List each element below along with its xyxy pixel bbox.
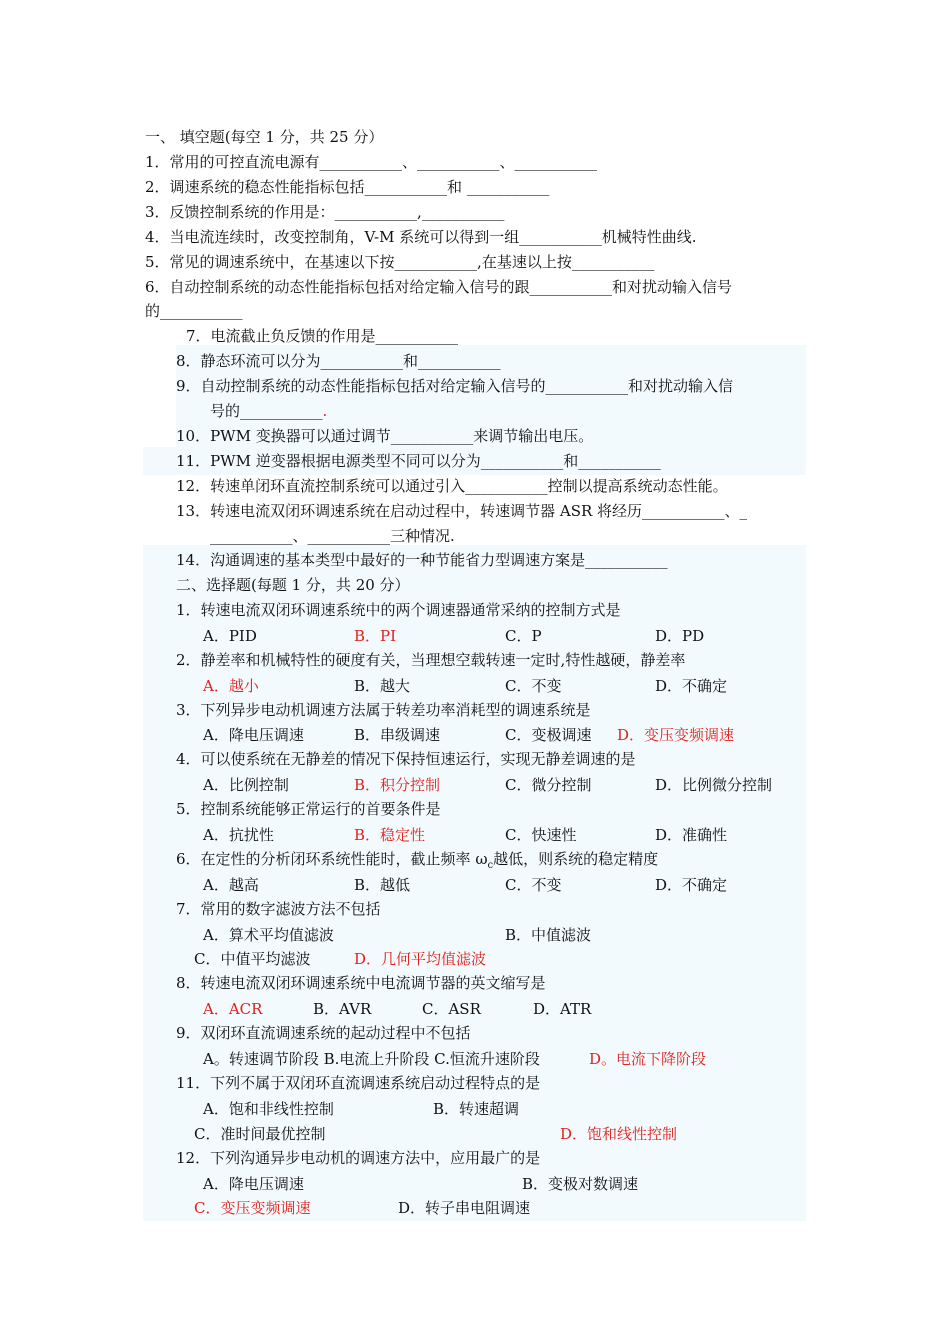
option-d: D．ATR [533,1000,592,1018]
option-a: A．降电压调速 [203,1175,304,1193]
choice-question-5: 5．控制系统能够正常运行的首要条件是 [176,800,441,818]
section2-heading: 二、选择题(每题 1 分，共 20 分） [176,576,410,594]
option-b-answer: B．PI [354,627,397,645]
choice-options-9 [0,1048,950,1068]
choice-question-2: 2．静差率和机械特性的硬度有关，当理想空载转速一定时,特性越硬，静差率 [176,651,686,669]
fill-question-8: 8．静态环流可以分为___________和___________ [176,352,501,370]
choice-options-5 [0,824,950,844]
choice-question-4: 4．可以使系统在无静差的情况下保持恒速运行，实现无静差调速的是 [176,750,636,768]
choice-question-8: 8．转速电流双闭环调速系统中电流调节器的英文缩写是 [176,974,546,992]
option-b: B．变极对数调速 [522,1175,639,1193]
option-d-answer: D。电流下降阶段 [589,1050,707,1068]
option-b-answer: B．积分控制 [354,776,441,794]
option-d: D．准确性 [655,826,728,844]
option-b: B．越大 [354,677,411,695]
choice-options-11b [0,1123,950,1143]
choice-question-7: 7．常用的数字滤波方法不包括 [176,900,381,918]
choice-options-7b [0,948,950,968]
fill-question-4: 4．当电流连续时，改变控制角，V-M 系统可以得到一组___________机械特性曲线. [145,228,697,246]
choice-options-12a [0,1173,950,1193]
option-d: D．转子串电阻调速 [398,1199,531,1217]
option-a: A．降电压调速 [203,726,304,744]
option-c: C．不变 [505,677,562,695]
q6-stem-sub: c [487,860,494,871]
option-b: B．越低 [354,876,411,894]
option-c: C．中值平均滤波 [194,950,311,968]
choice-question-1: 1．转速电流双闭环调速系统中的两个调速器通常采纳的控制方式是 [176,601,621,619]
option-d-answer: D．饱和线性控制 [560,1125,678,1143]
fill-question-10: 10．PWM 变换器可以通过调节___________来调节输出电压。 [176,427,594,445]
fill-question-13: 13．转速电流双闭环调速系统在启动过程中，转速调节器 ASR 将经历___________、_ [176,502,748,520]
fill-question-13-cont: ___________、___________三种情况. [210,527,455,545]
option-a-answer: A．越小 [203,677,259,695]
fill-question-6: 6．自动控制系统的动态性能指标包括对给定输入信号的跟___________和对扰动输入信号 [145,278,733,296]
choice-options-3 [0,724,950,744]
option-c: C．不变 [505,876,562,894]
choice-options-8 [0,998,950,1018]
option-c-answer: C．变压变频调速 [194,1199,311,1217]
option-c: C．变极调速 [505,726,592,744]
option-a: A．饱和非线性控制 [203,1100,334,1118]
choice-options-2 [0,675,950,695]
option-c: C．微分控制 [505,776,592,794]
option-a: A．算术平均值滤波 [203,926,334,944]
fill-question-5: 5．常见的调速系统中，在基速以下按___________,在基速以上按___________ [145,253,655,271]
option-d-answer: D．变压变频调速 [617,726,735,744]
fill-question-7: 7．电流截止负反馈的作用是___________ [186,327,459,345]
choice-options-7a [0,924,950,944]
fill-question-11: 11．PWM 逆变器根据电源类型不同可以分为___________和___________ [176,452,661,470]
choice-question-9: 9．双闭环直流调速系统的起动过程中不包括 [176,1024,471,1042]
choice-question-6 [176,849,658,876]
option-b-answer: B．稳定性 [354,826,426,844]
fill-question-6-cont: 的___________ [145,302,243,320]
option-a: A．越高 [203,876,259,894]
option-d: D．不确定 [655,876,728,894]
option-b: B．AVR [313,1000,372,1018]
fill-question-3: 3．反馈控制系统的作用是：___________,___________ [145,203,505,221]
q6-stem-post: 越低，则系统的稳定精度 [493,850,659,868]
option-b: B．转速超调 [433,1100,520,1118]
choice-question-11: 11．下列不属于双闭环直流调速系统启动过程特点的是 [176,1074,541,1092]
option-b: B．中值滤波 [505,926,592,944]
option-c: C．ASR [422,1000,481,1018]
choice-options-11a [0,1098,950,1118]
fill-question-9: 9．自动控制系统的动态性能指标包括对给定输入信号的___________和对扰动输入信 [176,377,734,395]
option-d: D．PD [655,627,705,645]
option-c: C．快速性 [505,826,577,844]
choice-options-6 [0,874,950,894]
red-dot: . [322,402,328,420]
option-a: A．比例控制 [203,776,289,794]
q6-stem-pre: 6．在定性的分析闭环系统性能时，截止频率 ω [176,850,488,868]
fill-question-1: 1．常用的可控直流电源有___________、___________、___________ [145,153,598,171]
fill-question-2: 2．调速系统的稳态性能指标包括___________和 ___________ [145,178,550,196]
choice-options-4 [0,774,950,794]
option-d-answer: D．几何平均值滤波 [354,950,487,968]
choice-options-1 [0,625,950,645]
options-abc: A。转速调节阶段 B.电流上升阶段 C.恒流升速阶段 [203,1050,540,1068]
choice-question-3: 3．下列异步电动机调速方法属于转差功率消耗型的调速系统是 [176,701,591,719]
option-c: C．准时间最优控制 [194,1125,326,1143]
option-c: C．P [505,627,542,645]
fill-question-9-cont [210,401,327,421]
fill-question-9-cont-text: 号的___________ [210,402,323,420]
fill-question-12: 12．转速单闭环直流控制系统可以通过引入___________控制以提高系统动态性能。 [176,477,728,495]
option-b: B．串级调速 [354,726,441,744]
option-a: A．PID [203,627,257,645]
fill-question-14: 14．沟通调速的基本类型中最好的一种节能省力型调速方案是___________ [176,551,668,569]
option-a: A．抗扰性 [203,826,274,844]
option-d: D．比例微分控制 [655,776,773,794]
option-d: D．不确定 [655,677,728,695]
section1-heading: 一、 填空题(每空 1 分，共 25 分） [145,128,384,146]
choice-options-12b [0,1197,950,1217]
option-a-answer: A．ACR [203,1000,263,1018]
choice-question-12: 12．下列沟通异步电动机的调速方法中，应用最广的是 [176,1149,541,1167]
